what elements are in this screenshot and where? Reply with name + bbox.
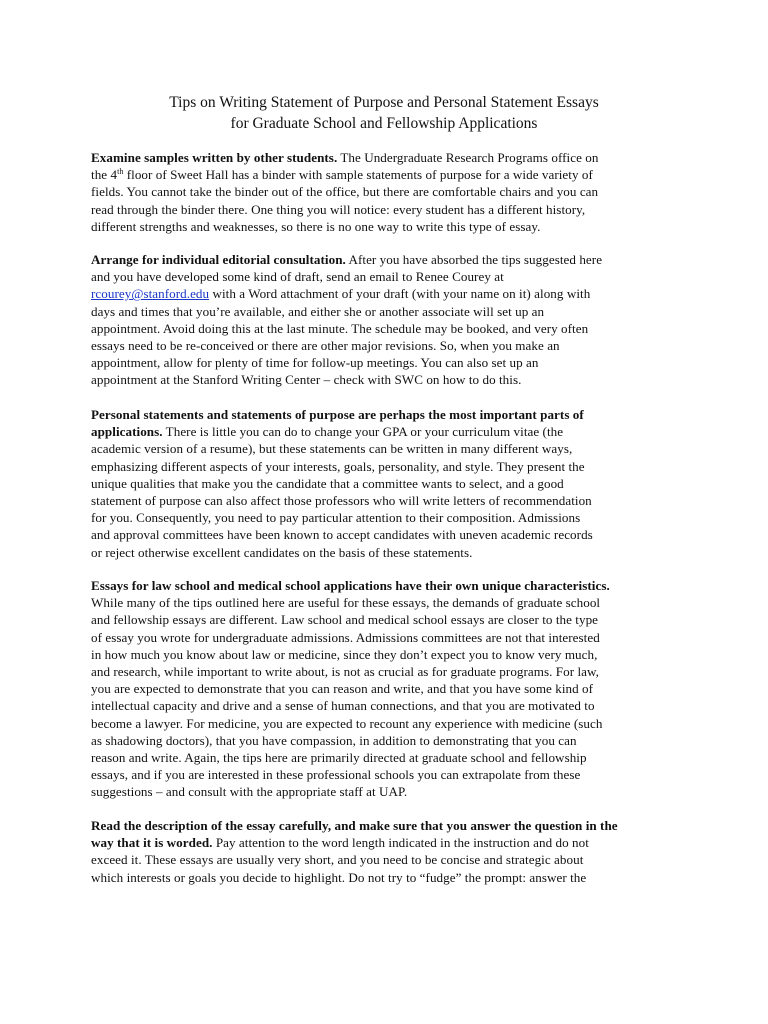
text-line: There is little you can do to change your GPA or your curriculum vitae (the: [162, 424, 564, 440]
document-title: [0, 92, 768, 134]
text-line: suggestions – and consult with the appropriate staff at UAP.: [91, 784, 408, 800]
paragraph-heading: way that it is worded.: [91, 835, 213, 851]
paragraph-personal-statements: [91, 406, 691, 561]
paragraph-examine-samples: [91, 149, 691, 235]
text-line: and fellowship essays are different. Law school and medical school essays are closer to the type: [91, 612, 599, 628]
superscript: th: [117, 167, 124, 177]
text-line: After you have absorbed the tips suggested here: [345, 252, 603, 267]
text-line: Pay attention to the word length indicated in the instruction and do not: [212, 835, 589, 851]
text-line: become a lawyer. For medicine, you are expected to recount any experience with medicine (such: [91, 715, 603, 731]
text-line: and you have developed some kind of draft, send an email to Renee Courey at: [91, 269, 504, 285]
text-line: intellectual capacity and drive and a sense of human connections, and that you are motivated to: [91, 698, 595, 714]
paragraph-editorial-consultation: [91, 251, 691, 389]
text-line: and approval committees have been known to accept candidates with uneven academic records: [91, 527, 593, 543]
paragraph-heading: Arrange for individual editorial consultation.: [91, 252, 346, 267]
text-line: reason and write. Again, the tips here are primarily directed at graduate school and fellowship: [91, 750, 587, 766]
title-line-1: Tips on Writing Statement of Purpose and Personal Statement Essays: [169, 94, 599, 111]
text-line: While many of the tips outlined here are useful for these essays, the demands of graduate school: [91, 595, 601, 611]
text-line: appointment at the Stanford Writing Center – check with SWC on how to do this.: [91, 372, 522, 388]
text-line: or reject otherwise excellent candidates on the basis of these statements.: [91, 544, 473, 560]
text-line: emphasizing different aspects of your interests, goals, personality, and style. They present the: [91, 458, 585, 474]
text-line: which interests or goals you decide to highlight. Do not try to “fudge” the prompt: answer the: [91, 869, 587, 885]
paragraph-heading: Personal statements and statements of purpose are perhaps the most important parts of: [91, 407, 584, 422]
paragraph-law-medical-essays: [91, 577, 691, 801]
text-line: as shadowing doctors), that you have compassion, in addition to demonstrating that you can: [91, 732, 577, 748]
text-line: unique qualities that make you the candidate that a committee wants to select, and a good: [91, 475, 564, 491]
text-line: The Undergraduate Research Programs office on: [337, 150, 599, 165]
text-line: fields. You cannot take the binder out of the office, but there are comfortable chairs and you can: [91, 184, 599, 200]
title-line-2: for Graduate School and Fellowship Applications: [230, 115, 538, 132]
text-line: of essay you wrote for undergraduate admissions. Admissions committees are not that interested: [91, 629, 600, 645]
text-line: days and times that you’re available, and either she or another associate will set up an: [91, 303, 545, 319]
text-fragment: floor of Sweet Hall has a binder with sample statements of purpose for a wide variety of: [123, 167, 593, 183]
text-fragment: with a Word attachment of your draft (with your name on it) along with: [209, 286, 591, 302]
paragraph-read-description: [91, 817, 691, 886]
text-fragment: the 4: [91, 167, 118, 183]
text-line: appointment, allow for plenty of time for follow-up meetings. You can also set up an: [91, 355, 539, 371]
text-line: academic version of a resume), but these statements can be written in many different ways,: [91, 441, 573, 457]
text-line: essays need to be re-conceived or there are other major revisions. So, when you make an: [91, 338, 560, 354]
text-line: essays, and if you are interested in these professional schools you can extrapolate from these: [91, 767, 581, 783]
text-line: appointment. Avoid doing this at the last minute. The schedule may be booked, and very often: [91, 320, 589, 336]
text-line: read through the binder there. One thing you will notice: every student has a different history,: [91, 201, 586, 217]
paragraph-heading: Read the description of the essay carefully, and make sure that you answer the question in the: [91, 818, 618, 833]
paragraph-heading: Examine samples written by other students.: [91, 150, 338, 165]
text-line: in how much you know about law or medicine, since they don’t expect you to know very much,: [91, 646, 598, 662]
text-line: for you. Consequently, you need to pay particular attention to their composition. Admissions: [91, 510, 581, 526]
text-line: and research, while important to write about, is not as crucial as for graduate programs. For law,: [91, 664, 599, 680]
paragraph-heading: applications.: [91, 424, 163, 440]
paragraph-heading: Essays for law school and medical school applications have their own unique characteristics.: [91, 578, 610, 593]
text-line: you are expected to demonstrate that you can reason and write, and that you have some kind of: [91, 681, 594, 697]
email-link[interactable]: rcourey@stanford.edu: [91, 286, 210, 302]
text-line: different strengths and weaknesses, so there is no one way to write this type of essay.: [91, 218, 541, 234]
text-line: exceed it. These essays are usually very short, and you need to be concise and strategic about: [91, 852, 584, 868]
text-line: statement of purpose can also affect those professors who will write letters of recommendation: [91, 493, 592, 509]
